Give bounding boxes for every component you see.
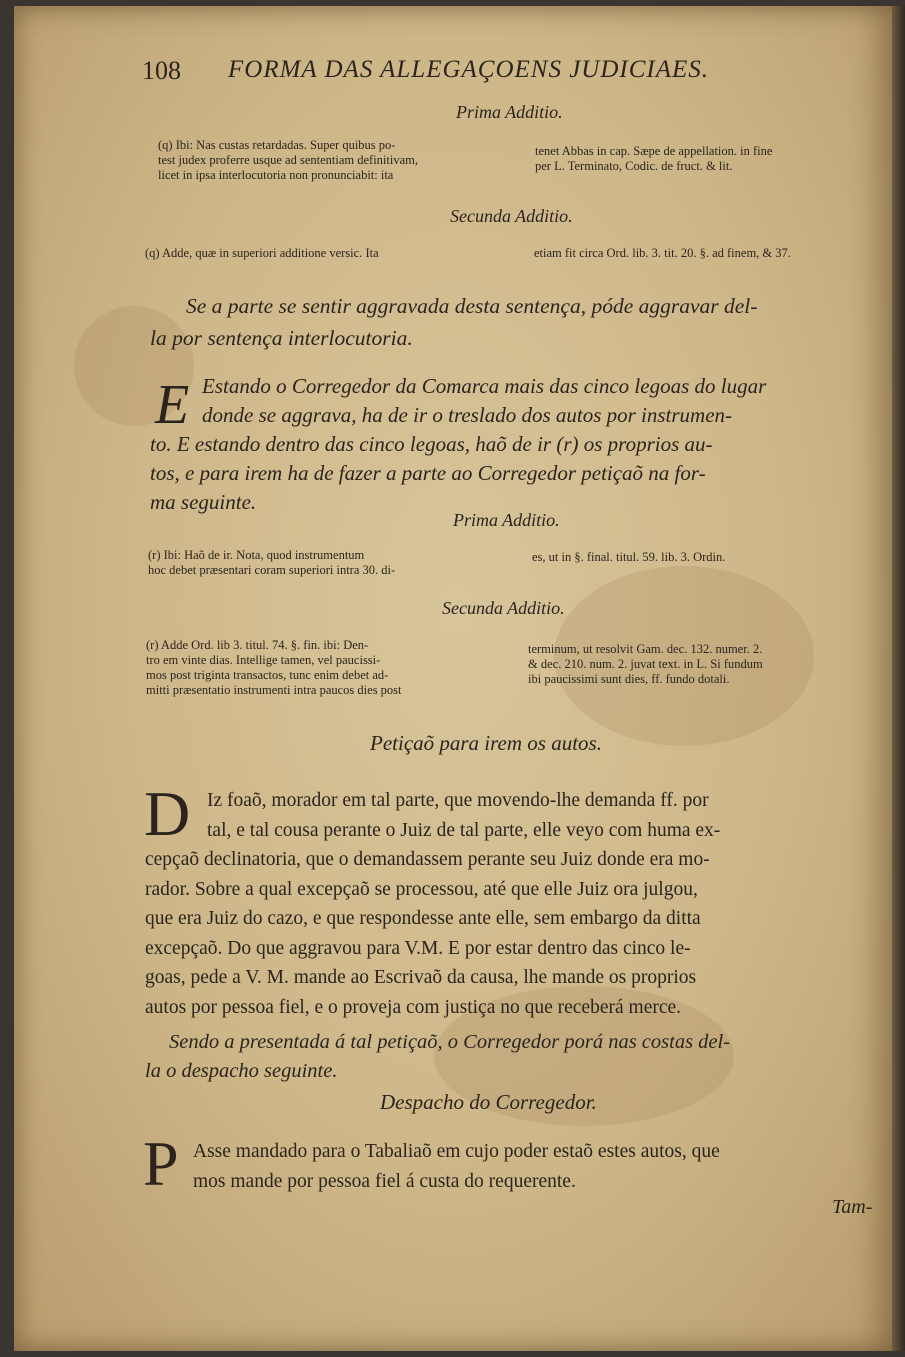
note-line: ibi paucissimi sunt dies, ff. fundo dotali. xyxy=(528,672,730,686)
note-line: mos post triginta transactos, tunc enim debet ad- xyxy=(146,668,389,682)
note-line: (r) Adde Ord. lib 3. titul. 74. §. fin. ibi: Den- xyxy=(146,638,369,652)
note-line: es, ut in §. final. titul. 59. lib. 3. Ordin. xyxy=(532,550,726,564)
drop-cap-p: P xyxy=(143,1128,179,1199)
footnote-q1-right xyxy=(535,144,885,174)
paragraph-line: Iz foaõ, morador em tal parte, que movendo-lhe demanda ff. por xyxy=(207,790,709,811)
footnote-r1-left xyxy=(148,548,518,578)
paragraph-despacho xyxy=(143,1128,885,1199)
footnote-r2-left xyxy=(146,638,516,698)
paragraph-line: mos mande por pessoa fiel á custa do requerente. xyxy=(193,1170,576,1192)
despacho-title: Despacho do Corregedor. xyxy=(380,1090,597,1114)
footnote-q1-left xyxy=(158,138,518,183)
note-line: tenet Abbas in cap. Sæpe de appellation. in fine xyxy=(535,144,773,158)
running-title: FORMA DAS ALLEGAÇOENS JUDICIAES. xyxy=(228,56,710,83)
secunda-additio-heading: Secunda Additio. xyxy=(450,206,573,226)
note-line: per L. Terminato, Codic. de fruct. & lit. xyxy=(535,159,733,173)
footnote-r2-right xyxy=(528,642,884,687)
drop-cap-d: D xyxy=(144,778,191,849)
drop-cap-e: E xyxy=(155,374,190,436)
heading-line: la o despacho seguinte. xyxy=(145,1060,338,1082)
paragraph-line: tal, e tal cousa perante o Juiz de tal parte, elle veyo com huma ex- xyxy=(207,819,721,841)
paragraph-line: que era Juiz do cazo, e que respondesse ante elle, sem embargo da ditta xyxy=(145,908,701,929)
paragraph-line: Asse mandado para o Tabaliaõ em cujo poder estaõ estes autos, que xyxy=(193,1141,720,1162)
note-line: mitti præsentatio instrumenti intra paucos dies post xyxy=(146,683,402,697)
book-spine xyxy=(892,6,905,1351)
paragraph-line: donde se aggrava, ha de ir o treslado dos autos por instrumen- xyxy=(202,403,733,427)
paragraph-line: cepçaõ declinatoria, que o demandassem perante seu Juiz donde era mo- xyxy=(145,849,710,870)
note-line: (q) Adde, quæ in superiori additione versic. Ita xyxy=(145,246,379,260)
peticao-title: Petiçaõ para irem os autos. xyxy=(370,731,602,755)
paragraph-line: to. E estando dentro das cinco legoas, haõ de ir (r) os proprios au- xyxy=(150,432,713,456)
note-line: test judex proferre usque ad sententiam definitivam, xyxy=(158,153,418,167)
section-heading-aggravo xyxy=(150,290,880,354)
note-line: hoc debet præsentari coram superiori intra 30. di- xyxy=(148,563,396,577)
section-heading-despacho xyxy=(145,1028,885,1086)
footnote-q2-left xyxy=(145,246,515,261)
note-line: & dec. 210. num. 2. juvat text. in L. Si fundum xyxy=(528,657,763,671)
prima-additio-heading: Prima Additio. xyxy=(456,102,563,122)
catchword: Tam- xyxy=(832,1196,873,1218)
footnote-q2-right xyxy=(534,246,884,261)
heading-line: la por sentença interlocutoria. xyxy=(150,326,413,350)
note-line: (r) Ibi: Haõ de ir. Nota, quod instrumentum xyxy=(148,548,365,562)
paragraph-peticao xyxy=(144,778,885,1022)
paragraph-line: ma seguinte. xyxy=(150,490,257,514)
heading-line: Sendo a presentada á tal petiçaõ, o Corregedor porá nas costas del- xyxy=(169,1031,731,1053)
footnote-r1-right xyxy=(532,550,882,565)
paragraph-line: Estando o Corregedor da Comarca mais das cinco legoas do lugar xyxy=(202,374,767,398)
page-header xyxy=(142,52,842,92)
secunda-additio-heading: Secunda Additio. xyxy=(442,598,565,618)
paragraph-line: rador. Sobre a qual excepçaõ se processou, até que elle Juiz ora julgou, xyxy=(145,878,698,900)
paragraph-line: autos por pessoa fiel, e o proveja com justiça no que receberá merce. xyxy=(145,996,682,1018)
note-line: licet in ipsa interlocutoria non pronunciabit: ita xyxy=(158,168,394,182)
prima-additio-heading: Prima Additio. xyxy=(453,510,560,530)
note-line: etiam fit circa Ord. lib. 3. tit. 20. §. ad finem, & 37. xyxy=(534,246,791,260)
note-line: tro em vinte dias. Intellige tamen, vel paucissi- xyxy=(146,653,381,667)
note-line: terminum, ut resolvit Gam. dec. 132. numer. 2. xyxy=(528,642,763,656)
note-line: (q) Ibi: Nas custas retardadas. Super quibus po- xyxy=(158,138,396,152)
paragraph-line: tos, e para irem ha de fazer a parte ao Corregedor petiçaõ na for- xyxy=(150,461,706,485)
page-number: 108 xyxy=(142,56,181,85)
heading-line: Se a parte se sentir aggravada desta sentença, póde aggravar del- xyxy=(186,294,758,318)
paragraph-line: goas, pede a V. M. mande ao Escrivaõ da causa, lhe mande os proprios xyxy=(145,967,697,988)
paragraph-corregedor xyxy=(150,372,885,517)
paragraph-line: excepçaõ. Do que aggravou para V.M. E por estar dentro das cinco le- xyxy=(145,937,691,959)
